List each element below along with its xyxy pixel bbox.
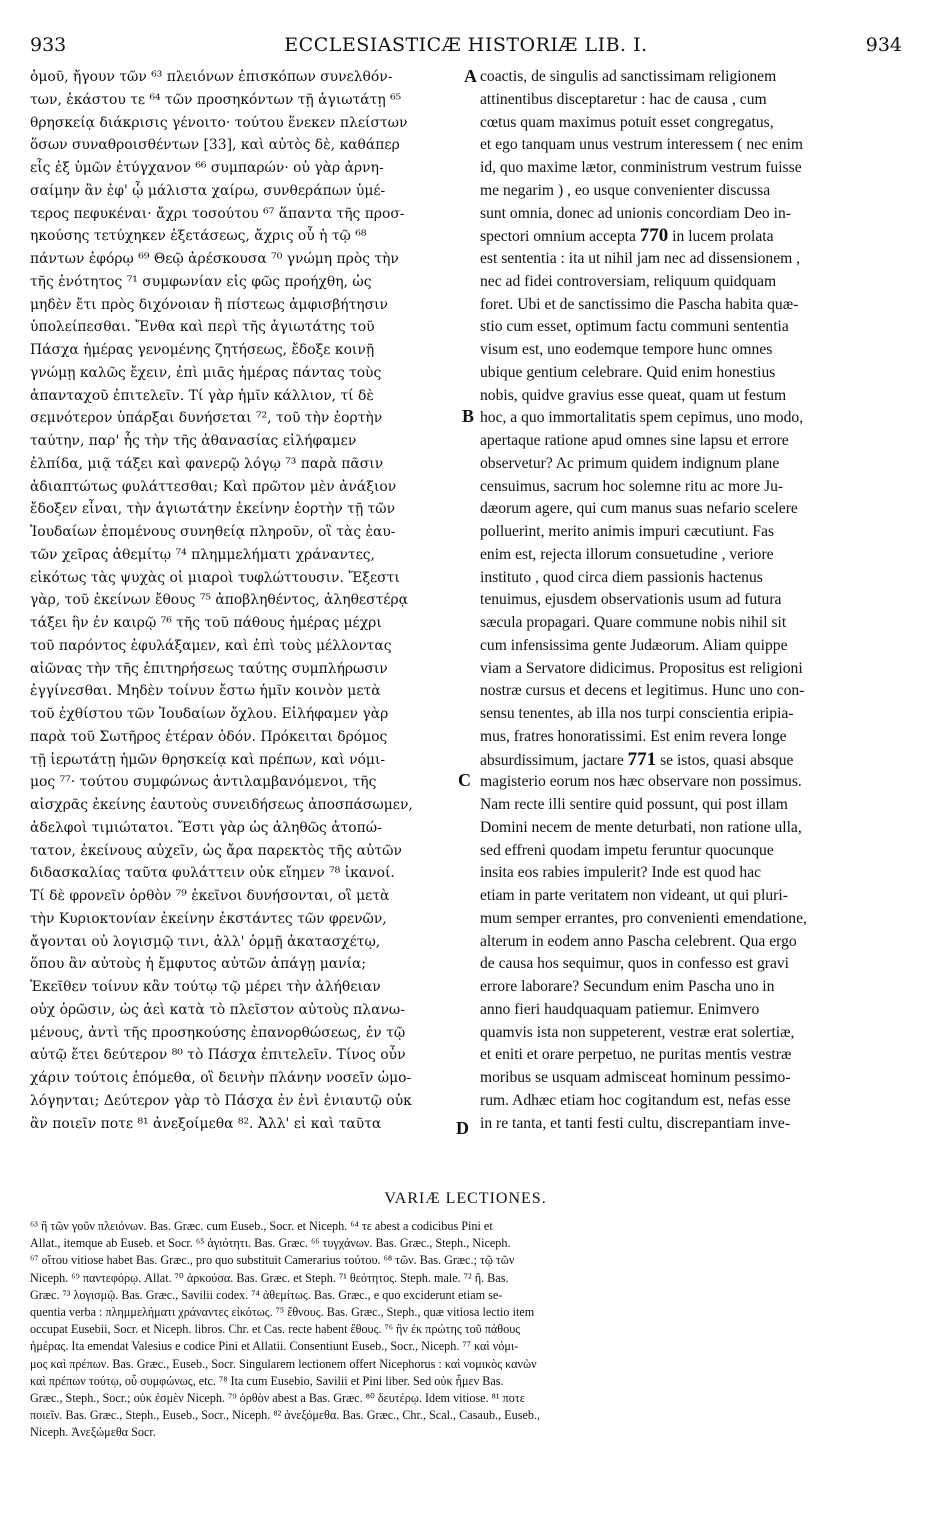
latin-text-line: dæorum agere, qui cum manus suas nefario scelere xyxy=(480,500,798,518)
variant-note-line: ⁶⁷ οἵτου vitiose habet Bas. Græc., pro quo substituit Camerarius τούτου. ⁶⁸ τῶν. Bas. Græc.; τῷ τῶν xyxy=(30,1253,515,1268)
greek-text-line: ἐγγίνεσθαι. Μηδὲν τοίνυν ἔστω ἡμῖν κοινὸν μετὰ xyxy=(30,683,381,700)
page-number-left: 933 xyxy=(30,34,67,56)
greek-text-line: αἰσχρᾶς ἐκείνης ἑαυτοὺς συνειδήσεως ἀποσπάσωμεν, xyxy=(30,797,413,813)
latin-text-line: polluerint, merito animis impuri cæcutiunt. Fas xyxy=(480,523,775,540)
latin-text-line: moribus se usquam admisceat hominum pessimo- xyxy=(480,1069,791,1086)
latin-text-line: magisterio eorum nos hæc observare non possimus. xyxy=(480,773,802,791)
greek-text-line: μένους, ἀντὶ τῆς προσηκούσης ἐπανορθώσεως, ἐν τῷ xyxy=(30,1024,406,1041)
greek-text-line: εἷς ἐξ ὑμῶν ἐτύγχανον ⁶⁶ συμπαρών· οὐ γὰρ ἀρνη- xyxy=(30,160,384,176)
latin-text-line: foret. Ubi et de sanctissimo die Pascha habita quæ- xyxy=(480,295,799,313)
variae-lectiones-heading: VARIÆ LECTIONES. xyxy=(384,1190,547,1207)
greek-text-line: τοῦ ἐχθίστου τῶν Ἰουδαίων ὄχλου. Εἰλήφαμεν γὰρ xyxy=(30,706,389,722)
greek-text-line: παρὰ τοῦ Σωτῆρος ἑτέραν ὁδόν. Πρόκειται δρόμος xyxy=(30,728,388,745)
column-number-marker: 770 xyxy=(639,225,669,247)
variant-note-line: Græc. ⁷³ λογισμῷ. Bas. Græc., Savilii codex. ⁷⁴ ἀθεμίτως. Bas. Græc., e quo exciderunt etiam se- xyxy=(30,1287,503,1302)
margin-letter-d: D xyxy=(456,1118,469,1138)
latin-text-line: errore laborare? Secundum enim Pascha uno in xyxy=(480,978,775,995)
latin-text-line: et eniti et orare perpetuo, ne puritas mentis vestræ xyxy=(480,1046,792,1064)
running-title: ECCLESIASTICÆ HISTORIÆ LIB. I. xyxy=(284,34,648,56)
latin-text-line: visum est, uno eodemque tempore hunc omnes xyxy=(480,341,773,358)
latin-text-line: de causa hos sequimur, quos in confesso est gravi xyxy=(480,955,790,973)
latin-text-line: cum infensissima gente Judæorum. Aliam quippe xyxy=(480,636,788,654)
latin-text-line: viam a Servatore didicimus. Propositus est religioni xyxy=(480,659,803,677)
latin-text-line: censuimus, sacrum hoc solemne ritu ac more Ju- xyxy=(480,477,784,495)
greek-text-line: χάριν τούτοις ἑπόμεθα, οἳ δεινὴν πλάνην νοσεῖν ὡμο- xyxy=(30,1070,412,1086)
margin-letter-a: A xyxy=(464,66,477,86)
greek-text-line: ταύτην, παρ' ἧς τὴν τῆς ἀθανασίας εἰλήφαμεν xyxy=(30,433,357,449)
latin-text-line: nostræ cursus et decens et legitimus. Hunc uno con- xyxy=(480,682,805,700)
latin-text-line: spectori omnium accepta 770 in lucem prolata xyxy=(480,225,774,247)
latin-text-line: ubique gentium celebrare. Quid enim honestius xyxy=(480,363,776,381)
latin-text-line: et ego tanquam unus vestrum interessem ( nec enim xyxy=(480,136,804,154)
variant-note-line: Niceph. Ἀνεξώμεθα Socr. xyxy=(30,1425,156,1440)
greek-text-line: αἰῶνας τὴν τῆς ἐπιτηρήσεως ταύτης συμπλήρωσιν xyxy=(30,660,388,677)
latin-text-line: mus, fratres honoratissimi. Est enim revera longe xyxy=(480,727,787,745)
greek-column xyxy=(30,66,470,1135)
greek-text-line: των, ἑκάστου τε ⁶⁴ τῶν προσηκόντων τῇ ἁγιωτάτῃ ⁶⁵ xyxy=(30,91,402,108)
variant-note-line: Niceph. ⁶⁹ παντεφόρῳ. Allat. ⁷⁰ ἀρκούσα. Bas. Græc. et Steph. ⁷¹ θεότητος. Steph. male. ⁷² ἢ. Bas. xyxy=(30,1270,509,1285)
greek-text-line: ἄγονται οὐ λογισμῷ τινι, ἀλλ' ὁρμῇ ἀκατασχέτῳ, xyxy=(30,933,381,950)
latin-text-line: Domini necem de mente deturbati, non ratione ulla, xyxy=(480,818,802,836)
latin-text-line: mum semper errantes, pro convenienti emendatione, xyxy=(480,909,807,927)
variant-note-line: quentia verba : πλημμελήματι χράναντες εἰκότως. ⁷⁵ ἔθνους. Bas. Græc., Steph., quæ vitiosa lectio item xyxy=(30,1304,535,1319)
latin-text-line: id, quo maxime lætor, conministrum vestrum fuisse xyxy=(480,159,802,176)
greek-text-line: Τί δὲ φρονεῖν ὀρθὸν ⁷⁹ ἐκεῖνοι δυνήσονται, οἳ μετὰ xyxy=(30,888,390,904)
variant-note-line: ⁶³ ἢ τῶν γοῦν πλειόνων. Bas. Græc. cum Euseb., Socr. et Niceph. ⁶⁴ τε abest a codicibus Pini et xyxy=(30,1219,493,1233)
latin-text-line: sæcula propagari. Quare commune nobis nihil sit xyxy=(480,614,787,631)
page-header xyxy=(30,34,902,60)
greek-text-line: ὁμοῦ, ἤγουν τῶν ⁶³ πλειόνων ἐπισκόπων συνελθόν- xyxy=(30,69,393,85)
latin-text-line: absurdissimum, jactare 771 se istos, quasi absque xyxy=(480,748,794,770)
latin-text-line: est sententia : ita ut nihil jam nec ad dissensionem , xyxy=(480,250,801,267)
greek-text-line: λόγηνται; Δεύτερον γὰρ τὸ Πάσχα ἐν ἑνὶ ἐνιαυτῷ οὐκ xyxy=(30,1092,412,1109)
greek-text-line: ἀδιαπτώτως φυλάττεσθαι; Καὶ πρῶτον μὲν ἀνάξιον xyxy=(30,478,397,495)
greek-text-line: τὴν Κυριοκτονίαν ἐκείνην ἐκστάντες τῶν φρενῶν, xyxy=(30,910,387,927)
latin-text-line: attinentibus disceptaretur : hac de causa , cum xyxy=(480,90,767,108)
greek-text-line: αὐτῷ ἔτει δεύτερον ⁸⁰ τὸ Πάσχα ἐπιτελεῖν. Τίνος οὖν xyxy=(30,1047,406,1064)
latin-text-line: me negarim ) , eo usque convenienter discussa xyxy=(480,181,771,199)
greek-text-line: πάντων ἐφόρῳ ⁶⁹ Θεῷ ἀρέσκουσα ⁷⁰ γνώμη πρὸς τὴν xyxy=(30,251,399,267)
greek-text-line: ὅπου ἂν αὐτοὺς ἡ ἔμφυτος αὐτῶν ἀπάγῃ μανία; xyxy=(30,956,367,973)
greek-text-line: ὑπολείπεσθαι. Ἔνθα καὶ περὶ τῆς ἁγιωτάτης τοῦ xyxy=(30,319,375,336)
greek-text-line: τατον, ἐκείνους αὐχεῖν, ὡς ἄρα παρεκτὸς τῆς αὐτῶν xyxy=(30,842,402,859)
latin-text-line: sed effreni quodam impetu feruntur quocunque xyxy=(480,841,774,859)
latin-text-line: sunt omnia, donec ad unionis concordiam Deo in- xyxy=(480,204,791,222)
greek-text-line: ἔδοξεν εἶναι, τὴν ἁγιωτάτην ἐκείνην ἑορτὴν τῇ τῶν xyxy=(30,501,396,518)
greek-text-line: τερος πεφυκέναι· ἄχρι τοσούτου ⁶⁷ ἅπαντα τῆς προσ- xyxy=(30,205,405,222)
latin-text-line: sensu tenentes, ab illa nos turpi conscientia eripia- xyxy=(480,705,794,722)
page-number-right: 934 xyxy=(865,34,902,56)
latin-text-line: enim est, rejecta illorum consuetudine , veriore xyxy=(480,545,774,563)
column-number-marker: 771 xyxy=(627,748,657,770)
latin-text-line: etiam in parte veritatem non videant, ut qui pluri- xyxy=(480,887,788,904)
greek-text-line: σεμνότερον ὑπάρξαι δυνήσεται ⁷², τοῦ τὴν ἑορτὴν xyxy=(30,410,383,427)
greek-text-line: γνώμῃ καλῶς ἔχειν, ἐπὶ μιᾶς ἡμέρας πάντας τοὺς xyxy=(30,364,382,381)
variant-note-line: ποιεῖν. Bas. Græc., Steph., Euseb., Socr., Niceph. ⁸² ἀνεξόμεθα. Bas. Græc., Chr., Scal., Casaub., Euseb., xyxy=(30,1408,541,1423)
greek-text-line: Ἰουδαίων ἑπομένους συνηθείᾳ πληροῦν, οἳ τὰς ἑαυ- xyxy=(30,524,396,540)
variant-note-line: Allat., itemque ab Euseb. et Socr. ⁶⁵ ἁγιότητι. Bas. Græc. ⁶⁶ τυγχάνων. Bas. Græc., Steph., Niceph. xyxy=(30,1236,511,1251)
greek-text-line: διδασκαλίας ταῦτα φυλάττειν οὐκ εἴημεν ⁷⁸ ἱκανοί. xyxy=(30,865,395,882)
latin-text-line: alterum in eodem anno Pascha celebrent. Qua ergo xyxy=(480,932,797,950)
greek-text-line: Ἐκεῖθεν τοίνυν κἂν τούτῳ τῷ μέρει τὴν ἀλήθειαν xyxy=(30,979,381,995)
latin-text-line: observetur? Ac primum quidem indignum plane xyxy=(480,454,780,472)
variant-note-line: καὶ πρέπων τούτῳ, οὗ συμφώνως, etc. ⁷⁸ Ita cum Eusebio, Savilii et Pini liber. Sed οὐκ ἦμεν Bas. xyxy=(30,1373,504,1388)
greek-text-line: τῆς ἑνότητος ⁷¹ συμφωνίαν εἰς φῶς προήχθη, ὡς xyxy=(30,273,372,290)
latin-text-line: nobis, quidve gravius esse queat, quam ut festum xyxy=(480,386,787,404)
latin-text-line: quamvis ista non suppeterent, vestræ erat solertiæ, xyxy=(480,1023,795,1041)
greek-text-line: τῇ ἱερωτάτῃ ἡμῶν θρησκείᾳ καὶ πρέπων, καὶ νόμι- xyxy=(30,751,386,768)
margin-letter-b: B xyxy=(462,406,475,426)
greek-text-line: ἂν ποιεῖν ποτε ⁸¹ ἀνεξοίμεθα ⁸². Ἀλλ' εἰ καὶ ταῦτα xyxy=(30,1115,382,1132)
greek-text-line: θρησκείᾳ διάκρισις γένοιτο· τούτου ἕνεκεν πλείστων xyxy=(30,114,408,131)
latin-text-line: rum. Adhæc etiam hoc cogitandum est, nefas esse xyxy=(480,1091,791,1109)
latin-text-line: hoc, a quo immortalitatis spem cepimus, uno modo, xyxy=(480,409,804,427)
greek-text-line: μηδὲν ἔτι πρὸς διχόνοιαν ἢ πίστεως ἀμφισβήτησιν xyxy=(30,296,388,313)
greek-text-line: τῶν χεῖρας ἀθεμίτῳ ⁷⁴ πλημμελήματι χράναντες, xyxy=(30,546,375,563)
latin-column xyxy=(480,66,902,1135)
latin-text-line: apertaque ratione apud omnes sine lapsu et errore xyxy=(480,432,789,449)
variant-note-line: ἡμέρας. Ita emendat Valesius e codice Pini et Allatii. Consentiunt Euseb., Socr., Niceph. ⁷⁷ καὶ νόμι- xyxy=(30,1339,519,1354)
latin-text-line: insita eos rabies impulerit? Inde est quod hac xyxy=(480,864,762,882)
greek-text-line: ἀδελφοὶ τιμιώτατοι. Ἔστι γὰρ ὡς ἀληθῶς ἀτοπώ- xyxy=(30,819,382,836)
variant-note-line: Græc., Steph., Socr.; οὐκ ἐσμὲν Niceph. ⁷⁹ ὀρθὸν abest a Bas. Græc. ⁸⁰ δευτέρῳ. Idem vitiose. ⁸¹ ποτε xyxy=(30,1390,525,1405)
latin-text-line: cœtus quam maximus potuit esset congregatus, xyxy=(480,113,774,131)
greek-text-line: μος ⁷⁷· τούτου συμφώνως ἀντιλαμβανόμενοι, τῆς xyxy=(30,774,377,791)
margin-letter-c: C xyxy=(458,770,471,790)
greek-text-line: ηκούσης τετύχηκεν ἐξετάσεως, ἄχρις οὗ ἡ τῷ ⁶⁸ xyxy=(30,228,367,245)
greek-text-line: οὐχ ὁρῶσιν, ὡς ἀεὶ κατὰ τὸ πλεῖστον αὐτοὺς πλανω- xyxy=(30,1001,405,1018)
latin-text-line: nec ad fidei controversiam, reliquum quidquam xyxy=(480,272,777,290)
greek-text-line: ἐλπίδα, μιᾷ τάξει καὶ φανερῷ λόγῳ ⁷³ παρὰ πᾶσιν xyxy=(30,455,384,472)
greek-text-line: γὰρ, τοῦ ἐκείνων ἔθους ⁷⁵ ἀποβληθέντος, ἀληθεστέρᾳ xyxy=(30,592,409,609)
latin-text-line: tenuimus, ejusdem observationis usum ad futura xyxy=(480,591,782,609)
latin-text-line: coactis, de singulis ad sanctissimam religionem xyxy=(480,68,777,85)
latin-text-line: in re tanta, et tanti festi cultu, discrepantiam inve- xyxy=(480,1114,791,1132)
greek-text-line: ὅσων συναθροισθέντων [33], καὶ αὐτὸς δὲ, καθάπερ xyxy=(30,137,400,154)
variae-lectiones-notes xyxy=(30,1218,902,1441)
greek-text-line: τάξει ἣν ἐν καιρῷ ⁷⁶ τῆς τοῦ πάθους ἡμέρας μέχρι xyxy=(30,615,382,631)
variant-note-line: μος καὶ πρέπων. Bas. Græc., Euseb., Socr. Singularem lectionem offert Nicephorus : καὶ νομικὸς κανὼν xyxy=(30,1356,537,1371)
greek-text-line: ἁπανταχοῦ ἐπιτελεῖν. Τί γὰρ ἡμῖν κάλλιον, τί δὲ xyxy=(30,387,374,404)
greek-text-line: σαίμην ἂν ἐφ' ᾧ μάλιστα χαίρω, συνθεράπων ὑμέ- xyxy=(30,182,386,199)
greek-text-line: τοῦ παρόντος ἐφυλάξαμεν, καὶ ἐπὶ τοὺς μέλλοντας xyxy=(30,637,392,654)
latin-text-line: instituto , quod circa diem passionis hactenus xyxy=(480,568,763,586)
latin-text-line: stio cum esset, optimum factu communi sententia xyxy=(480,318,789,336)
variant-note-line: occupat Eusebii, Socr. et Niceph. libros. Chr. et Cas. recte habent ἔθους. ⁷⁶ ἣν ἐκ πρώτης τοῦ πάθους xyxy=(30,1322,521,1337)
latin-text-line: Nam recte illi sentire quid possunt, qui post illam xyxy=(480,796,788,813)
greek-text-line: εἰκότως τὰς ψυχὰς οἱ μιαροὶ τυφλώττουσιν. Ἔξεστι xyxy=(30,569,400,586)
latin-text-line: anno fieri haudquaquam patiemur. Enimvero xyxy=(480,1000,760,1018)
greek-text-line: Πάσχα ἡμέρας γενομένης ζητήσεως, ἔδοξε κοινῇ xyxy=(30,342,375,358)
